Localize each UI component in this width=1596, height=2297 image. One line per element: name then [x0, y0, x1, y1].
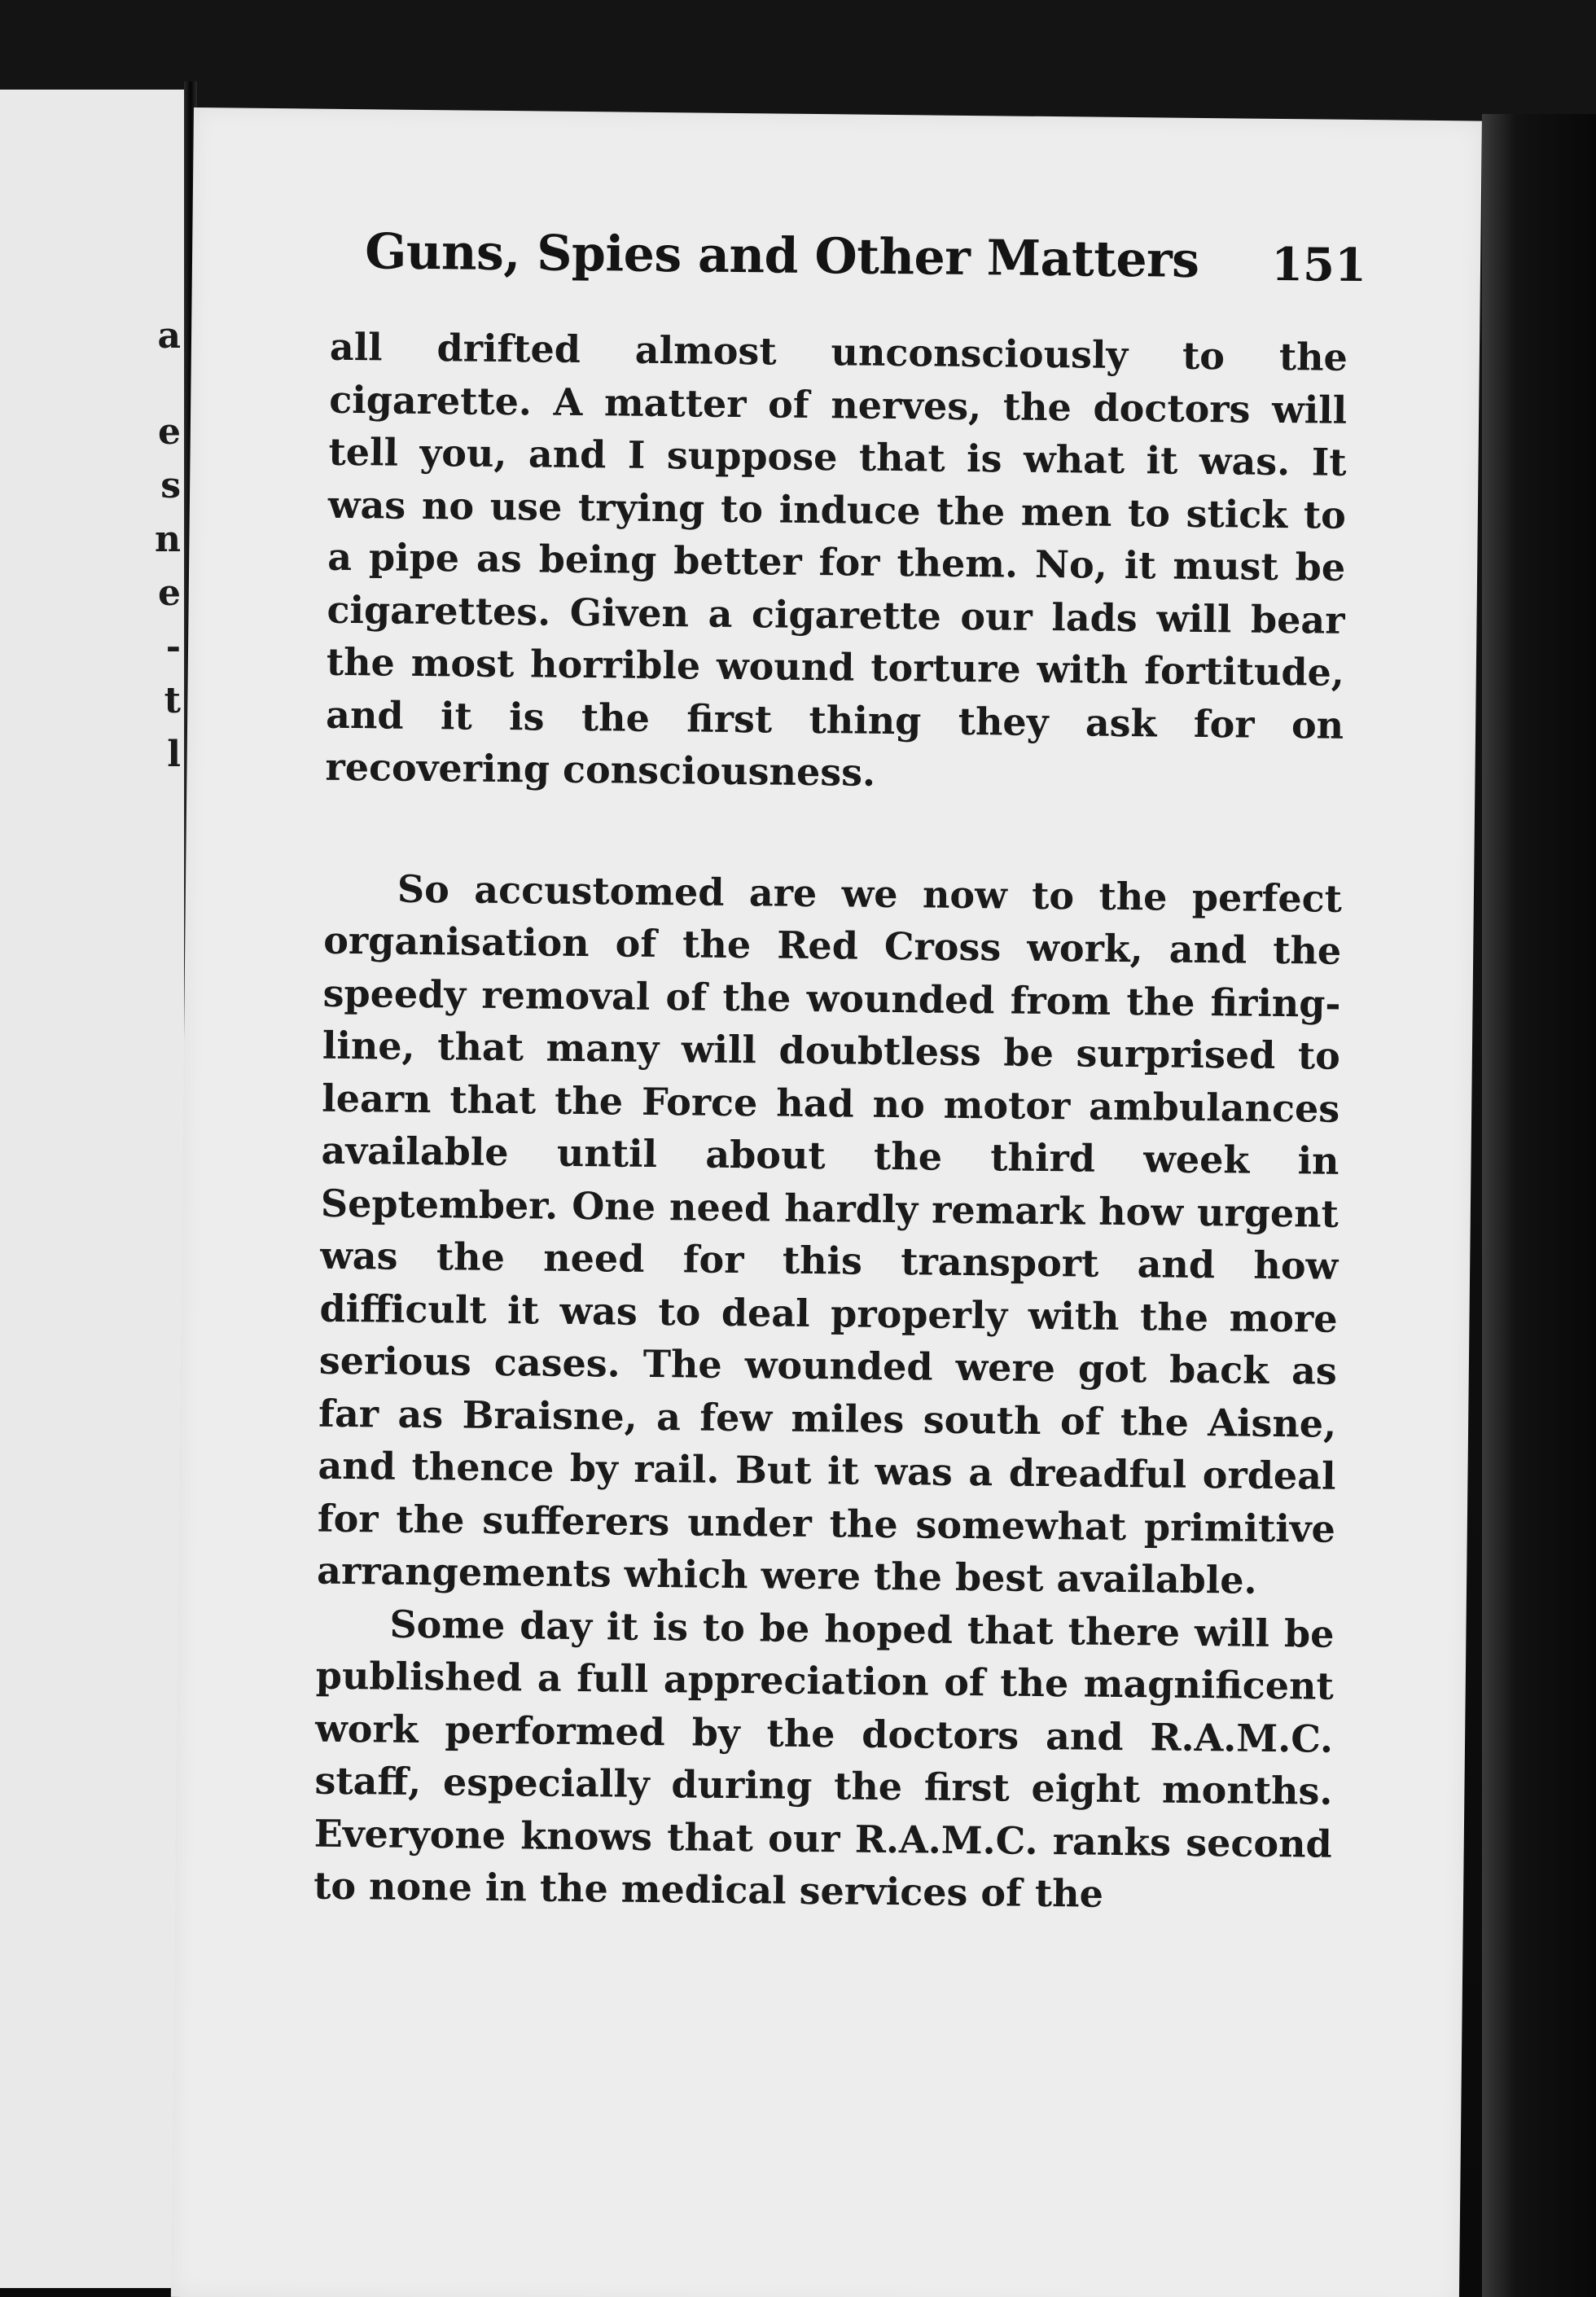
- edge-letter: s: [160, 465, 181, 506]
- book-page: [171, 107, 1482, 2297]
- edge-letter: n: [155, 519, 181, 560]
- running-head: [364, 223, 1366, 323]
- edge-letter: -: [165, 626, 181, 668]
- left-page-edge-letters: [148, 309, 181, 782]
- paragraph: So accustomed are we now to the perfect organisation of the Red Cross work, and the speedy removal of the wounded from the firing-line, that many will doubtless be surprised to learn that the Force had no motor ambulances available until about the third week in September. One need hardly remark how urgent was the need for this transport and how difficult it was to deal properly with the more serious cases. The wounded were got back as far as Braisne, a few miles south of the Aisne, and thence by rail. But it was a dreadful ordeal for the sufferers under the somewhat primitive arrangements which were the best available.: [316, 866, 1343, 1602]
- body-text: [314, 321, 1348, 1922]
- edge-letter: e: [158, 411, 181, 453]
- edge-letter: a: [157, 315, 181, 357]
- page-number: 151: [1270, 237, 1367, 293]
- page-edge-shadow: [1482, 114, 1596, 2297]
- edge-letter: t: [164, 680, 181, 721]
- edge-letter: l: [167, 734, 181, 775]
- paragraph: all drifted almost unconsciously to the cigarette. A matter of nerves, the doctors will tell you, and I suppose that is what it was. It was no use trying to induce the men to stick to a pipe as being better for them. No, it must be cigarettes. Given a cigarette our lads will bear the most horrible wound torture with fortitude, and it is the first thing they ask for on recovering consciousness.: [325, 324, 1348, 795]
- running-head-title: Guns, Spies and Other Matters: [364, 223, 1199, 289]
- edge-letter: e: [158, 572, 181, 614]
- paragraph: Some day it is to be hoped that there will be published a full appreciation of the magnificent work performed by the doctors and R.A.M.C. staff, especially during the first eight months. Everyone knows that our R.A.M.C. ranks second to none in the medical services of the: [313, 1602, 1335, 1916]
- left-facing-page: [0, 90, 189, 2288]
